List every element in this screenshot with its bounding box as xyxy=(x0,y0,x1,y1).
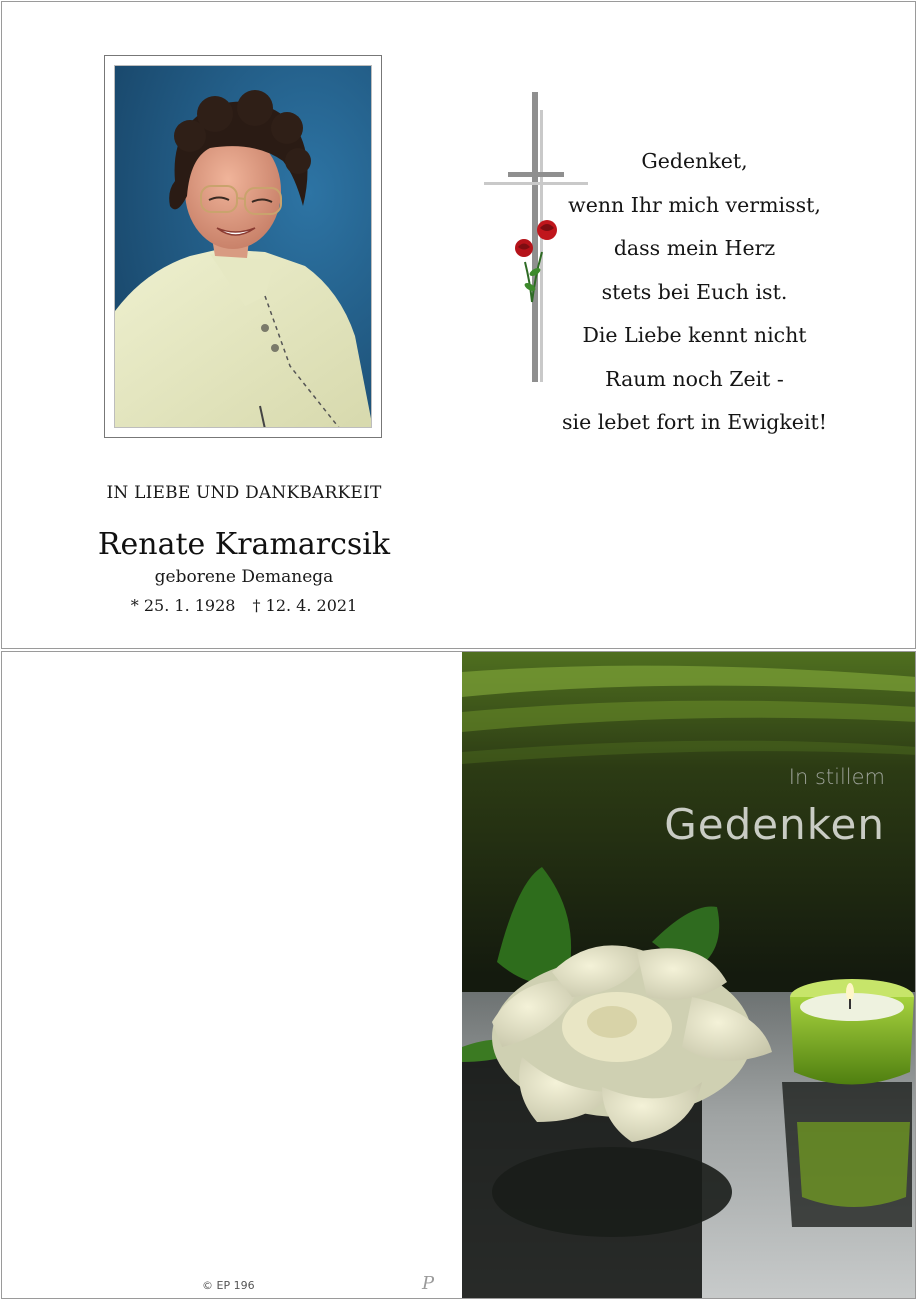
life-dates xyxy=(44,596,444,615)
poem-line: Die Liebe kennt nicht xyxy=(582,323,807,347)
cover-title-line2: Gedenken xyxy=(664,800,885,849)
poem-line: wenn Ihr mich vermisst, xyxy=(568,192,821,217)
gardenia-candle-illustration xyxy=(462,652,916,1299)
birth-name: geborene Demanega xyxy=(154,567,334,587)
deceased-name: Renate Kramarcsik xyxy=(97,527,391,562)
cover-title-line1: In stillem xyxy=(788,765,885,789)
death-date: † 12. 4. 2021 xyxy=(252,596,358,615)
publisher-logo: P xyxy=(422,1273,435,1294)
portrait-frame xyxy=(104,55,382,438)
copyright-notice: © EP 196 xyxy=(202,1279,255,1292)
memorial-poem xyxy=(542,140,847,445)
memorial-card-outside xyxy=(1,651,916,1299)
poem-line: dass mein Herz xyxy=(613,236,776,260)
dedication-heading: IN LIEBE UND DANKBARKEIT xyxy=(106,483,382,503)
poem-line: Raum noch Zeit - xyxy=(605,366,784,391)
poem-line: stets bei Euch ist. xyxy=(601,279,788,304)
portrait-photo xyxy=(114,65,372,428)
memorial-card-inside xyxy=(1,1,916,649)
poem-line: sie lebet fort in Ewigkeit! xyxy=(562,410,827,434)
poem-line: Gedenket, xyxy=(641,149,748,173)
birth-date: * 25. 1. 1928 xyxy=(130,596,236,615)
cover-image xyxy=(462,652,916,1299)
